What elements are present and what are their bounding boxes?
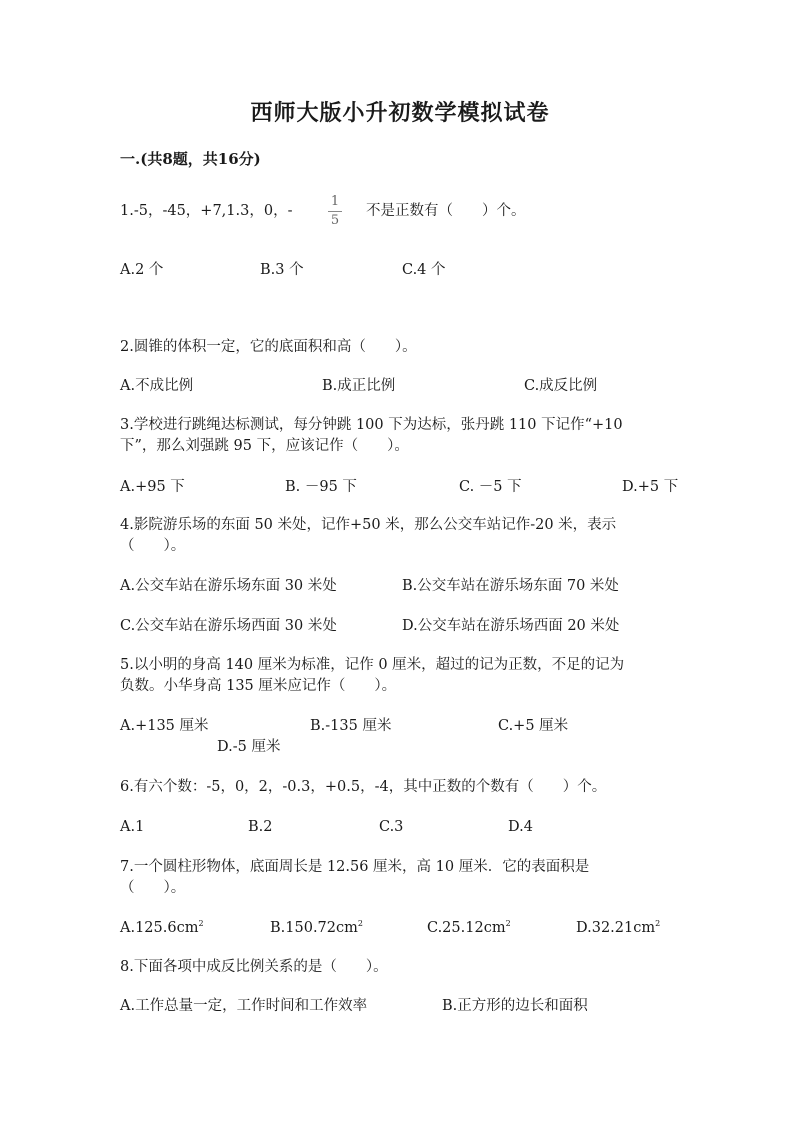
q6-option-a[interactable]: A.1 xyxy=(120,819,145,835)
q2-option-b[interactable]: B.成正比例 xyxy=(322,378,396,394)
q1-option-b[interactable]: B.3 个 xyxy=(260,262,304,278)
fraction-numerator: 1 xyxy=(330,194,340,209)
fraction-bar xyxy=(328,211,342,212)
question-1-text-before: 1.-5，-45，+7,1.3，0，- xyxy=(120,203,293,219)
q7-option-a[interactable] xyxy=(120,918,204,938)
q6-option-b[interactable]: B.2 xyxy=(248,819,273,835)
q7-option-d[interactable] xyxy=(576,918,660,938)
question-6: 6.有六个数：-5，0，2，-0.3，+0.5，-4，其中正数的个数有（ ）个。 xyxy=(120,779,607,795)
question-3-line-2: 下”，那么刘强跳 95 下，应该记作（ ）。 xyxy=(120,438,409,454)
question-2: 2.圆锥的体积一定，它的底面积和高（ ）。 xyxy=(120,339,417,355)
q7-option-a-superscript: 2 xyxy=(198,919,204,929)
q7-option-c-text: C.25.12cm xyxy=(427,920,506,936)
q6-option-d[interactable]: D.4 xyxy=(508,819,533,835)
fraction-denominator: 5 xyxy=(330,213,340,228)
question-8: 8.下面各项中成反比例关系的是（ ）。 xyxy=(120,959,388,975)
question-4-line-2: （ ）。 xyxy=(120,538,186,554)
q3-option-d[interactable]: D.+5 下 xyxy=(622,479,679,495)
q5-option-b[interactable]: B.-135 厘米 xyxy=(310,718,392,734)
q7-option-b[interactable] xyxy=(270,918,363,938)
q4-option-a[interactable]: A.公交车站在游乐场东面 30 米处 xyxy=(120,578,337,594)
q4-option-d[interactable]: D.公交车站在游乐场西面 20 米处 xyxy=(402,618,620,634)
question-1 xyxy=(120,201,292,221)
q3-option-a[interactable]: A.+95 下 xyxy=(120,479,185,495)
q2-option-a[interactable]: A.不成比例 xyxy=(120,378,194,394)
q3-option-b[interactable]: B. －95 下 xyxy=(285,479,357,495)
q4-option-c[interactable]: C.公交车站在游乐场西面 30 米处 xyxy=(120,618,337,634)
q8-option-b[interactable]: B.正方形的边长和面积 xyxy=(442,998,588,1014)
q7-option-c[interactable] xyxy=(427,918,511,938)
q7-option-d-text: D.32.21cm xyxy=(576,920,656,936)
question-4-line-1: 4.影院游乐场的东面 50 米处，记作+50 米，那么公交车站记作-20 米，表示 xyxy=(120,517,617,533)
q3-option-c[interactable]: C. －5 下 xyxy=(459,479,522,495)
question-7-line-2: （ ）。 xyxy=(120,880,186,896)
q5-option-d[interactable]: D.-5 厘米 xyxy=(217,739,281,755)
question-1-text-after: 不是正数有（ ）个。 xyxy=(366,203,526,219)
q1-option-a[interactable]: A.2 个 xyxy=(120,262,164,278)
q7-option-d-superscript: 2 xyxy=(655,919,661,929)
question-7-line-1: 7.一个圆柱形物体，底面周长是 12.56 厘米，高 10 厘米．它的表面积是 xyxy=(120,859,590,875)
q5-option-a[interactable]: A.+135 厘米 xyxy=(120,718,209,734)
section-heading: 一.(共8题，共16分) xyxy=(120,150,261,168)
q5-option-c[interactable]: C.+5 厘米 xyxy=(498,718,569,734)
q7-option-c-superscript: 2 xyxy=(505,919,511,929)
q2-option-c[interactable]: C.成反比例 xyxy=(524,378,598,394)
q6-option-c[interactable]: C.3 xyxy=(379,819,404,835)
exam-title: 西师大版小升初数学模拟试卷 xyxy=(250,100,550,126)
q7-option-a-text: A.125.6cm xyxy=(120,920,199,936)
q7-option-b-text: B.150.72cm xyxy=(270,920,358,936)
fraction-one-fifth xyxy=(328,195,342,228)
q7-option-b-superscript: 2 xyxy=(357,919,363,929)
question-5-line-2: 负数。小华身高 135 厘米应记作（ ）。 xyxy=(120,678,397,694)
q8-option-a[interactable]: A.工作总量一定，工作时间和工作效率 xyxy=(120,998,368,1014)
q1-option-c[interactable]: C.4 个 xyxy=(402,262,446,278)
question-5-line-1: 5.以小明的身高 140 厘米为标准，记作 0 厘米，超过的记为正数，不足的记为 xyxy=(120,657,625,673)
question-3-line-1: 3.学校进行跳绳达标测试，每分钟跳 100 下为达标，张丹跳 110 下记作“+10 xyxy=(120,417,623,433)
q4-option-b[interactable]: B.公交车站在游乐场东面 70 米处 xyxy=(402,578,619,594)
